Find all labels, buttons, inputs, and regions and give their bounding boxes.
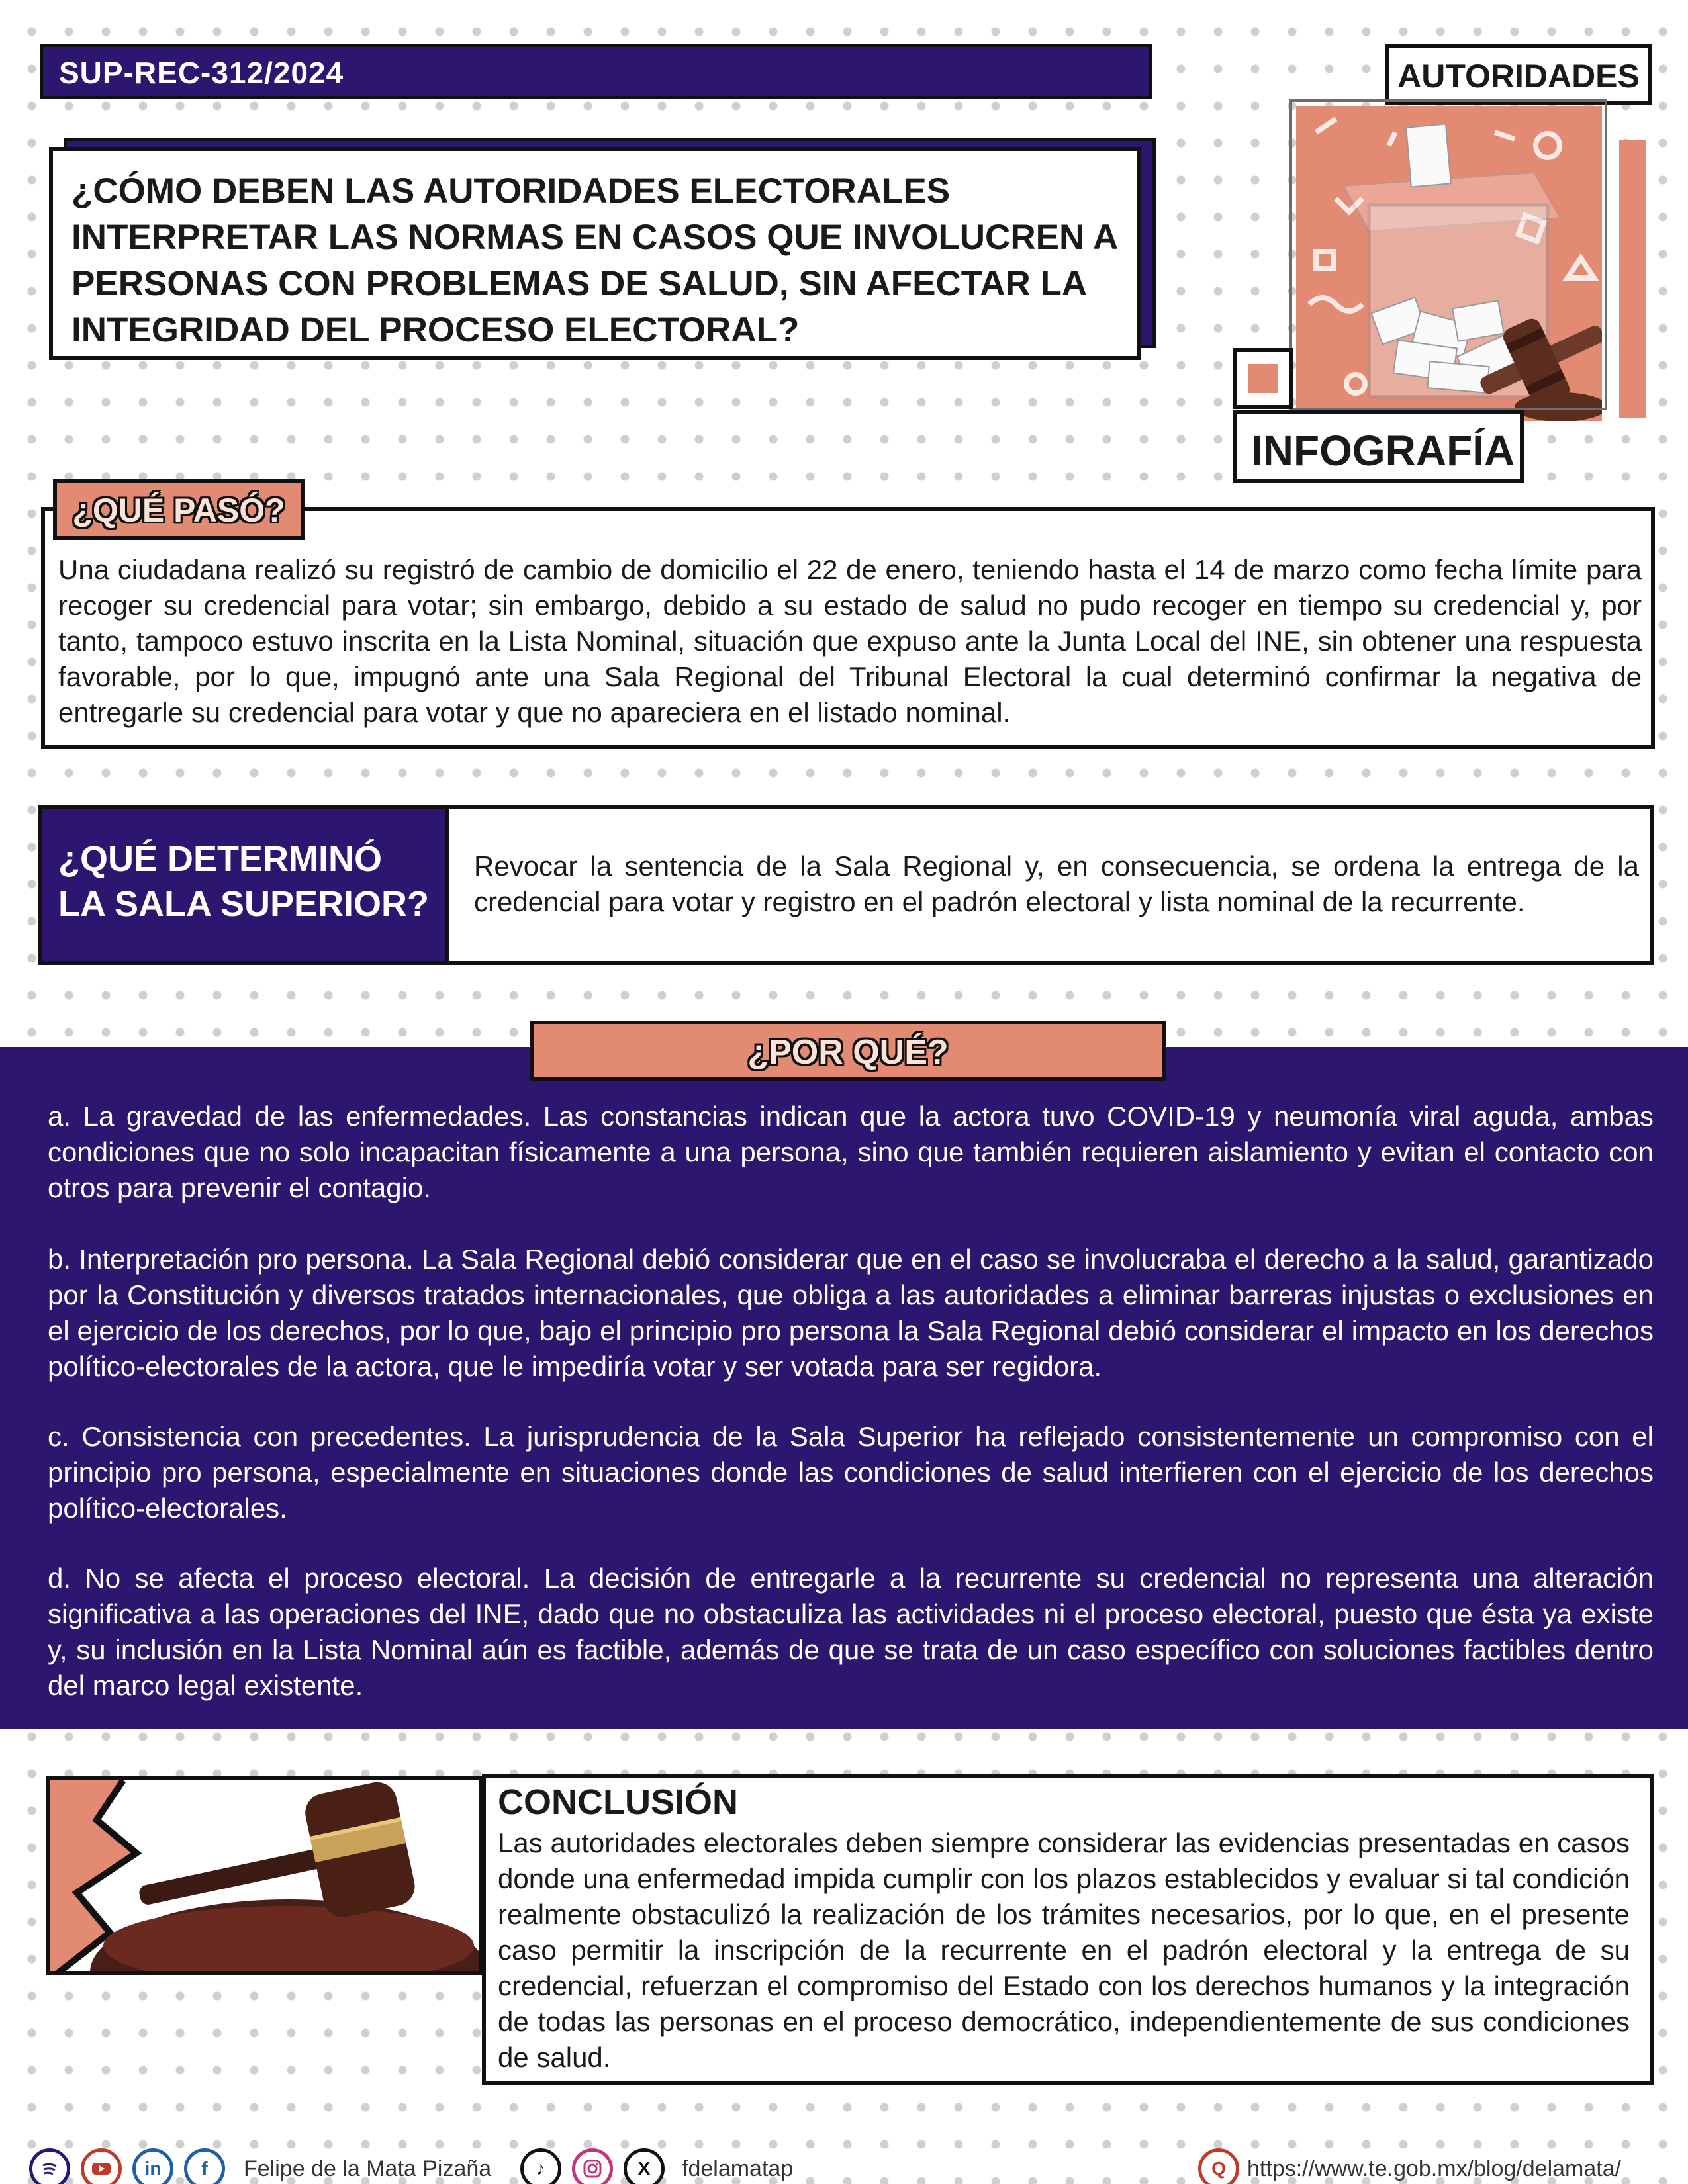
tiktok-icon[interactable]: ♪ [520,2148,561,2184]
instagram-icon[interactable] [572,2148,613,2184]
por-que-title: ¿POR QUÉ? [530,1021,1166,1081]
social-handle: fdelamatap [682,2156,794,2181]
author-name: Felipe de la Mata Pizaña [244,2156,492,2181]
website-url[interactable]: https://www.te.gob.mx/blog/delamata/ [1247,2156,1622,2181]
facebook-icon[interactable]: f [184,2148,225,2184]
reason-item-d: d. No se afecta el proceso electoral. La decisión de entregarle a la recurrente su credencial no representa una alteración significativa a las operaciones del INE, dado que no obstaculiza las actividades ni el proceso electoral, puesto que ésta ya existe y, su inclusión en la Lista Nominal aún es factible, además de que se trata de un caso específico con soluciones factibles dentro del marco legal existente. [48,1563,1654,1701]
ballot-box-frame [1289,99,1607,410]
decorative-square-fill [1248,364,1278,393]
determino-title: ¿QUÉ DETERMINÓ LA SALA SUPERIOR? [38,805,449,965]
decorative-bar [1619,140,1646,418]
linkedin-icon[interactable]: in [132,2148,173,2184]
gavel-image [46,1776,483,1975]
youtube-icon[interactable] [81,2148,122,2184]
conclusion-text: Las autoridades electorales deben siempre considerar las evidencias presentadas en casos donde una enfermedad impida cumplir con los plazos establecidos y evaluar si tal condición realmente obstaculizó la realización de los trámites necesarios, por lo que, en el presente caso permitir la inscripción de la recurrente en el padrón electoral y la entrega de su credencial, refuerzan el compromiso del Estado con los derechos humanos y la integración de todas las personas en el proceso democrático, independientemente de sus condiciones de salud. [498,1827,1630,2073]
determino-text: Revocar la sentencia de la Sala Regional y, en consecuencia, se ordena la entrega de la credencial para votar y registro en el padrón electoral y lista nominal de la recurrente. [474,850,1639,917]
web-link-icon[interactable]: Q [1198,2148,1239,2184]
que-paso-title: ¿QUÉ PASÓ? [53,479,305,540]
autoridades-tag: AUTORIDADES [1385,44,1652,105]
x-icon[interactable]: X [624,2148,665,2184]
que-paso-text: Una ciudadana realizó su registró de cambio de domicilio el 22 de enero, teniendo hasta el 14 de marzo como fecha límite para recoger su credencial para votar; sin embargo, debido a su estado de salud no pudo recoger en tiempo su credencial y, por tanto, tampoco estuvo inscrita en la Lista Nominal, situación que expuso ante la Junta Local del INE, sin obtener una respuesta favorable, por lo que, impugnó ante una Sala Regional del Tribunal Electoral la cual determinó confirmar la negativa de entregarle su credencial para votar y que no apareciera en el listado nominal. [58,554,1642,728]
main-question: ¿CÓMO DEBEN LAS AUTORIDADES ELECTORALES INTERPRETAR LAS NORMAS EN CASOS QUE INVOLUCREN A PERSONAS CON PROBLEMAS DE SALUD, SIN AFECTAR LA INTEGRIDAD DEL PROCESO ELECTORAL? [49,147,1141,360]
conclusion-title: CONCLUSIÓN [498,1782,738,1822]
spotify-icon[interactable] [29,2148,70,2184]
case-number-tag: SUP-REC-312/2024 [40,44,1152,99]
infografia-tag: INFOGRAFÍA [1233,410,1524,483]
reason-item-a: a. La gravedad de las enfermedades. Las constancias indican que la actora tuvo COVID-19 y neumonía viral aguda, ambas condiciones que no solo incapacitan físicamente a una persona, sino que también requieren aislamiento y evitan el contacto con otros para prevenir el contagio. [48,1101,1654,1203]
reason-item-c: c. Consistencia con precedentes. La jurisprudencia de la Sala Superior ha reflejado consistentemente un compromiso con el principio pro persona, especialmente en situaciones donde las condiciones de salud interfieren con el ejercicio de los derechos político-electorales. [48,1421,1654,1524]
reason-item-b: b. Interpretación pro persona. La Sala Regional debió considerar que en el caso se involucraba el derecho a la salud, garantizado por la Constitución y diversos tratados internacionales, que obliga a las autoridades a eliminar barreras injustas o exclusiones en el ejercicio de los derechos, por lo que, bajo el principio pro persona la Sala Regional debió considerar el impacto en los derechos político-electorales de la actora, que le impediría votar y ser votada para ser regidora. [48,1244,1654,1382]
